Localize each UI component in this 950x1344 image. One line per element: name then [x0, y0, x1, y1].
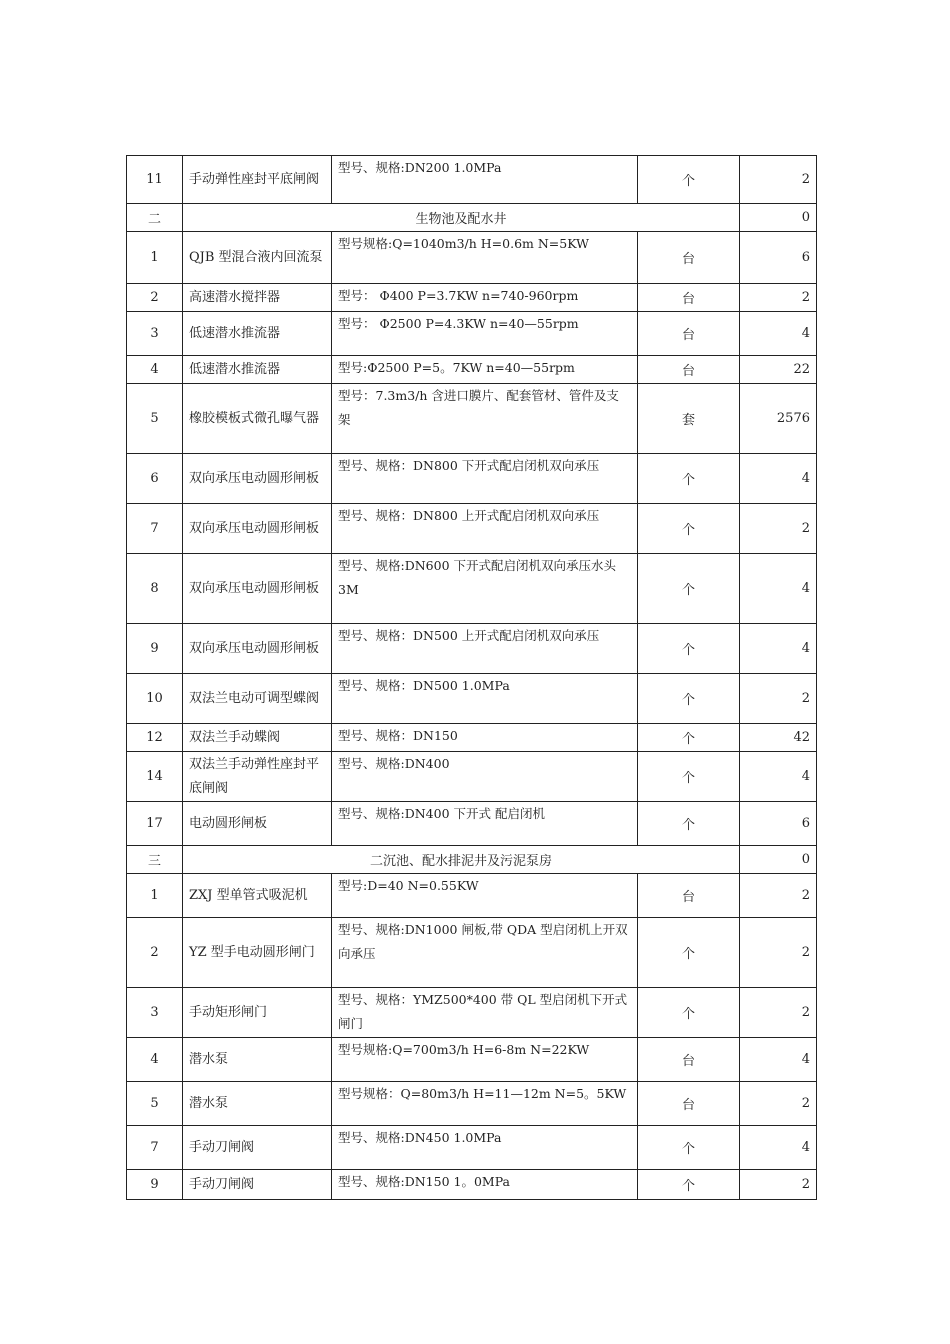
- item-number: 12: [127, 724, 183, 752]
- item-quantity: 6: [740, 232, 817, 284]
- item-quantity: 4: [740, 554, 817, 624]
- item-unit: 台: [638, 312, 740, 356]
- item-name: 低速潜水推流器: [183, 356, 332, 384]
- item-unit: 个: [638, 1126, 740, 1170]
- table-row: [127, 1038, 817, 1082]
- item-name: 双法兰手动蝶阀: [183, 724, 332, 752]
- item-name: 潜水泵: [183, 1082, 332, 1126]
- item-spec: 型号、规格:DN600 下开式配启闭机双向承压水头 3M: [332, 554, 638, 624]
- item-spec: 型号、规格：DN800 上开式配启闭机双向承压: [332, 504, 638, 554]
- item-number: 4: [127, 1038, 183, 1082]
- item-unit: 个: [638, 624, 740, 674]
- item-spec: 型号规格:Q=1040m3/h H=0.6m N=5KW: [332, 232, 638, 284]
- section-number: 三: [127, 846, 183, 874]
- table-row: [127, 554, 817, 624]
- item-name: 双向承压电动圆形闸板: [183, 554, 332, 624]
- item-unit: 个: [638, 918, 740, 988]
- item-quantity: 2: [740, 1170, 817, 1200]
- item-quantity: 4: [740, 752, 817, 802]
- table-row: [127, 504, 817, 554]
- table-row: [127, 232, 817, 284]
- item-unit: 台: [638, 1082, 740, 1126]
- table-row: [127, 384, 817, 454]
- item-number: 4: [127, 356, 183, 384]
- item-number: 1: [127, 232, 183, 284]
- item-quantity: 2: [740, 1082, 817, 1126]
- item-quantity: 2: [740, 504, 817, 554]
- item-name: 双法兰手动弹性座封平底闸阀: [183, 752, 332, 802]
- item-name: 手动弹性座封平底闸阀: [183, 156, 332, 204]
- item-spec: 型号、规格：YMZ500*400 带 QL 型启闭机下开式闸门: [332, 988, 638, 1038]
- item-unit: 台: [638, 356, 740, 384]
- item-spec: 型号、规格：DN500 1.0MPa: [332, 674, 638, 724]
- item-number: 2: [127, 284, 183, 312]
- item-quantity: 6: [740, 802, 817, 846]
- item-spec: 型号:Φ2500 P=5。7KW n=40—55rpm: [332, 356, 638, 384]
- item-spec: 型号规格：Q=80m3/h H=11—12m N=5。5KW: [332, 1082, 638, 1126]
- item-number: 5: [127, 1082, 183, 1126]
- item-quantity: 42: [740, 724, 817, 752]
- item-spec: 型号、规格:DN1000 闸板,带 QDA 型启闭机上开双向承压: [332, 918, 638, 988]
- item-number: 3: [127, 312, 183, 356]
- item-quantity: 2: [740, 156, 817, 204]
- item-quantity: 4: [740, 312, 817, 356]
- item-unit: 个: [638, 454, 740, 504]
- item-unit: 个: [638, 802, 740, 846]
- item-name: 双向承压电动圆形闸板: [183, 504, 332, 554]
- item-unit: 台: [638, 1038, 740, 1082]
- item-spec: 型号、规格:DN200 1.0MPa: [332, 156, 638, 204]
- item-name: QJB 型混合液内回流泵: [183, 232, 332, 284]
- item-spec: 型号:D=40 N=0.55KW: [332, 874, 638, 918]
- item-spec: 型号： Φ2500 P=4.3KW n=40—55rpm: [332, 312, 638, 356]
- item-number: 14: [127, 752, 183, 802]
- table-row: [127, 674, 817, 724]
- item-spec: 型号：7.3m3/h 含进口膜片、配套管材、管件及支架: [332, 384, 638, 454]
- table-row: [127, 284, 817, 312]
- equipment-table-body: [127, 156, 817, 1200]
- table-row: [127, 312, 817, 356]
- item-name: 双向承压电动圆形闸板: [183, 454, 332, 504]
- table-row: [127, 988, 817, 1038]
- item-quantity: 4: [740, 454, 817, 504]
- table-row: [127, 1082, 817, 1126]
- item-number: 11: [127, 156, 183, 204]
- item-name: 电动圆形闸板: [183, 802, 332, 846]
- item-spec: 型号规格:Q=700m3/h H=6-8m N=22KW: [332, 1038, 638, 1082]
- item-name: 高速潜水搅拌器: [183, 284, 332, 312]
- item-spec: 型号、规格:DN450 1.0MPa: [332, 1126, 638, 1170]
- section-number: 二: [127, 204, 183, 232]
- item-unit: 个: [638, 752, 740, 802]
- table-row: [127, 1170, 817, 1200]
- item-quantity: 2576: [740, 384, 817, 454]
- item-spec: 型号、规格:DN400: [332, 752, 638, 802]
- section-row: [127, 204, 817, 232]
- item-unit: 台: [638, 284, 740, 312]
- item-number: 7: [127, 504, 183, 554]
- item-unit: 个: [638, 674, 740, 724]
- item-quantity: 4: [740, 1126, 817, 1170]
- item-quantity: 4: [740, 1038, 817, 1082]
- table-row: [127, 802, 817, 846]
- item-unit: 套: [638, 384, 740, 454]
- item-number: 3: [127, 988, 183, 1038]
- section-quantity: 0: [740, 846, 817, 874]
- item-quantity: 4: [740, 624, 817, 674]
- item-number: 6: [127, 454, 183, 504]
- item-unit: 个: [638, 554, 740, 624]
- item-number: 2: [127, 918, 183, 988]
- item-unit: 台: [638, 874, 740, 918]
- equipment-table: [126, 155, 817, 1200]
- item-number: 8: [127, 554, 183, 624]
- item-spec: 型号、规格:DN400 下开式 配启闭机: [332, 802, 638, 846]
- table-row: [127, 156, 817, 204]
- table-row: [127, 724, 817, 752]
- table-row: [127, 752, 817, 802]
- item-spec: 型号、规格:DN150 1。0MPa: [332, 1170, 638, 1200]
- item-number: 5: [127, 384, 183, 454]
- table-row: [127, 874, 817, 918]
- item-spec: 型号、规格：DN500 上开式配启闭机双向承压: [332, 624, 638, 674]
- item-number: 7: [127, 1126, 183, 1170]
- item-quantity: 2: [740, 284, 817, 312]
- item-quantity: 2: [740, 988, 817, 1038]
- table-row: [127, 454, 817, 504]
- section-row: [127, 846, 817, 874]
- item-name: 手动矩形闸门: [183, 988, 332, 1038]
- item-name: 低速潜水推流器: [183, 312, 332, 356]
- item-number: 9: [127, 1170, 183, 1200]
- item-unit: 个: [638, 988, 740, 1038]
- item-number: 10: [127, 674, 183, 724]
- item-name: YZ 型手电动圆形闸门: [183, 918, 332, 988]
- section-title: 生物池及配水井: [183, 204, 740, 232]
- item-unit: 个: [638, 156, 740, 204]
- item-quantity: 2: [740, 674, 817, 724]
- item-unit: 个: [638, 504, 740, 554]
- table-row: [127, 1126, 817, 1170]
- table-row: [127, 356, 817, 384]
- table-row: [127, 918, 817, 988]
- item-quantity: 22: [740, 356, 817, 384]
- item-spec: 型号： Φ400 P=3.7KW n=740-960rpm: [332, 284, 638, 312]
- item-spec: 型号、规格：DN150: [332, 724, 638, 752]
- item-number: 1: [127, 874, 183, 918]
- item-unit: 个: [638, 1170, 740, 1200]
- item-name: 潜水泵: [183, 1038, 332, 1082]
- item-name: 手动刀闸阀: [183, 1170, 332, 1200]
- item-name: 橡胶模板式微孔曝气器: [183, 384, 332, 454]
- item-unit: 个: [638, 724, 740, 752]
- item-number: 9: [127, 624, 183, 674]
- table-row: [127, 624, 817, 674]
- section-title: 二沉池、配水排泥井及污泥泵房: [183, 846, 740, 874]
- item-number: 17: [127, 802, 183, 846]
- item-name: ZXJ 型单管式吸泥机: [183, 874, 332, 918]
- item-name: 手动刀闸阀: [183, 1126, 332, 1170]
- item-name: 双向承压电动圆形闸板: [183, 624, 332, 674]
- item-unit: 台: [638, 232, 740, 284]
- item-quantity: 2: [740, 874, 817, 918]
- item-quantity: 2: [740, 918, 817, 988]
- item-spec: 型号、规格：DN800 下开式配启闭机双向承压: [332, 454, 638, 504]
- item-name: 双法兰电动可调型蝶阀: [183, 674, 332, 724]
- section-quantity: 0: [740, 204, 817, 232]
